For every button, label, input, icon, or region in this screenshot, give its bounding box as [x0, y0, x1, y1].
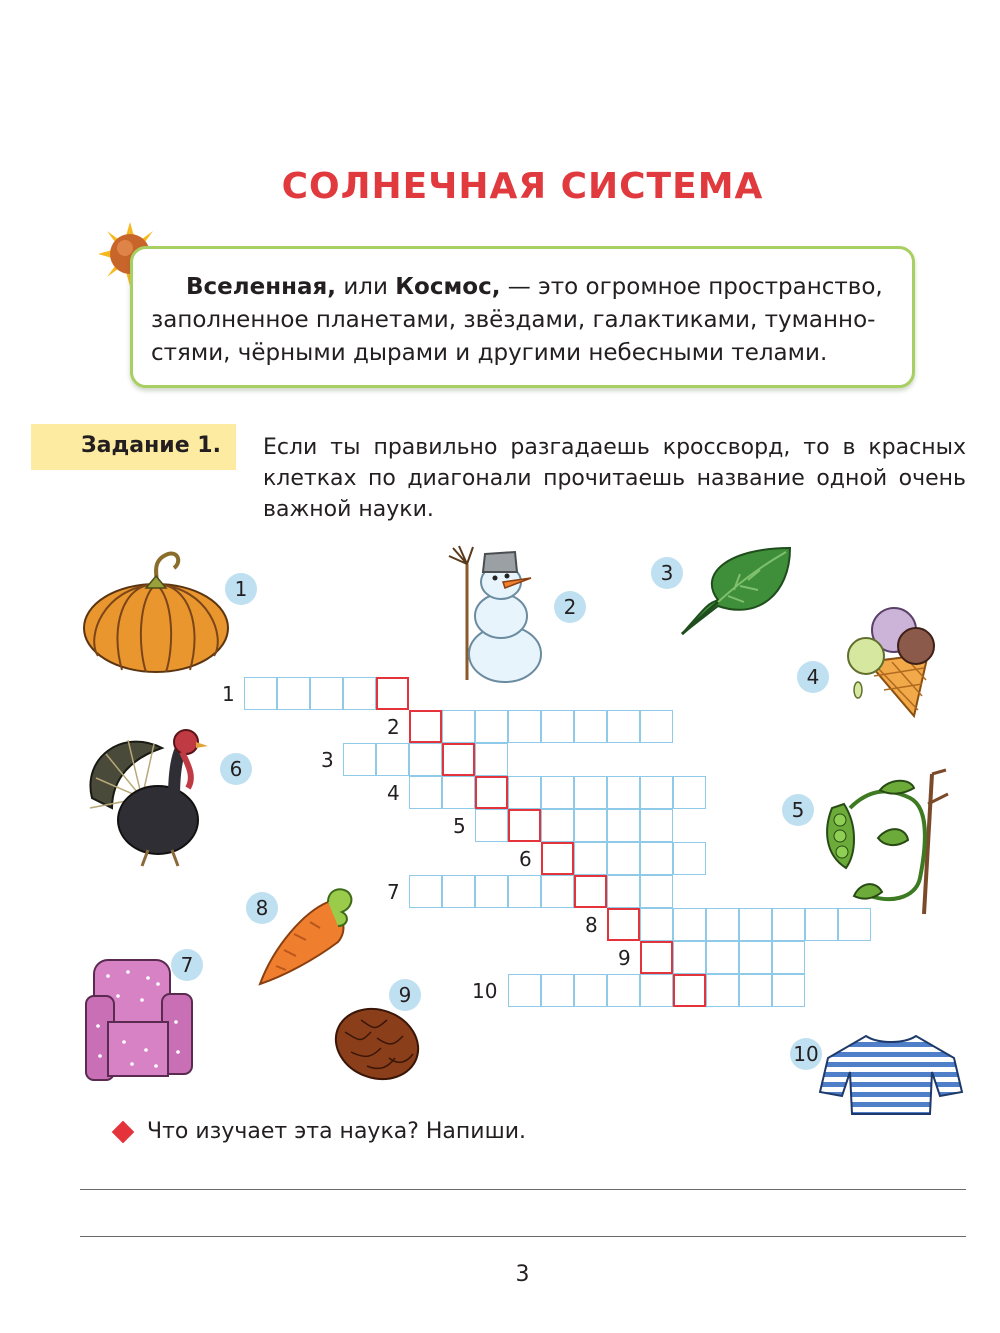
crossword-cell[interactable] — [574, 974, 607, 1007]
crossword-cell[interactable] — [706, 974, 739, 1007]
crossword-cell[interactable] — [640, 974, 673, 1007]
picture-number-1: 1 — [225, 573, 257, 605]
picture-number-5: 5 — [782, 794, 814, 826]
crossword-red-cell[interactable] — [442, 743, 475, 776]
picture-number-7: 7 — [171, 949, 203, 981]
picture-number-4: 4 — [797, 661, 829, 693]
crossword-cell[interactable] — [541, 710, 574, 743]
crossword-cell[interactable] — [673, 776, 706, 809]
crossword-cell[interactable] — [409, 743, 442, 776]
crossword-cell[interactable] — [607, 842, 640, 875]
crossword-cell[interactable] — [343, 677, 376, 710]
crossword-red-cell[interactable] — [607, 908, 640, 941]
crossword-cell[interactable] — [508, 875, 541, 908]
crossword-row-number: 10 — [472, 979, 498, 1003]
picture-number-3: 3 — [651, 557, 683, 589]
carrot-icon — [254, 886, 359, 992]
crossword-cell[interactable] — [739, 974, 772, 1007]
crossword-row-number: 4 — [387, 781, 400, 805]
crossword-cell[interactable] — [739, 908, 772, 941]
crossword-cell[interactable] — [244, 677, 277, 710]
ice-cream-icon — [836, 600, 936, 722]
turkey-icon — [82, 728, 217, 872]
crossword-cell[interactable] — [706, 908, 739, 941]
crossword-red-cell[interactable] — [475, 776, 508, 809]
crossword-cell[interactable] — [376, 743, 409, 776]
crossword-cell[interactable] — [409, 875, 442, 908]
picture-number-8: 8 — [246, 892, 278, 924]
definition-line1-rest: — это огромное пространство, — [500, 274, 883, 300]
crossword-red-cell[interactable] — [673, 974, 706, 1007]
crossword-cell[interactable] — [442, 776, 475, 809]
crossword-cell[interactable] — [541, 974, 574, 1007]
crossword-cell[interactable] — [640, 842, 673, 875]
crossword-cell[interactable] — [673, 941, 706, 974]
crossword-cell[interactable] — [442, 875, 475, 908]
crossword-cell[interactable] — [607, 776, 640, 809]
page-title: СОЛНЕЧНАЯ СИСТЕМА — [281, 166, 764, 207]
crossword-cell[interactable] — [640, 908, 673, 941]
crossword-cell[interactable] — [772, 941, 805, 974]
crossword-red-cell[interactable] — [508, 809, 541, 842]
crossword-cell[interactable] — [574, 710, 607, 743]
crossword-cell[interactable] — [310, 677, 343, 710]
crossword-row-number: 2 — [387, 715, 400, 739]
crossword-cell[interactable] — [706, 941, 739, 974]
crossword-red-cell[interactable] — [409, 710, 442, 743]
crossword-red-cell[interactable] — [541, 842, 574, 875]
crossword-cell[interactable] — [640, 710, 673, 743]
crossword-cell[interactable] — [640, 776, 673, 809]
crossword-cell[interactable] — [508, 776, 541, 809]
crossword-row-number: 9 — [618, 946, 631, 970]
picture-number-2: 2 — [554, 591, 586, 623]
picture-number-9: 9 — [389, 979, 421, 1011]
answer-line-2[interactable] — [80, 1236, 966, 1237]
crossword-red-cell[interactable] — [574, 875, 607, 908]
crossword-cell[interactable] — [541, 776, 574, 809]
crossword-cell[interactable] — [409, 776, 442, 809]
definition-connector: или — [336, 274, 396, 300]
crossword-cell[interactable] — [607, 974, 640, 1007]
crossword-row-number: 8 — [585, 913, 598, 937]
answer-line-1[interactable] — [80, 1189, 966, 1190]
crossword-cell[interactable] — [739, 941, 772, 974]
crossword-cell[interactable] — [442, 710, 475, 743]
crossword-cell[interactable] — [475, 809, 508, 842]
crossword-cell[interactable] — [607, 809, 640, 842]
crossword-cell[interactable] — [640, 875, 673, 908]
picture-number-10: 10 — [790, 1038, 822, 1070]
crossword-cell[interactable] — [772, 908, 805, 941]
crossword-row-number: 5 — [453, 814, 466, 838]
definition-line2: заполненное планетами, звёздами, галактиками, туманно- — [151, 307, 876, 333]
pumpkin-icon — [82, 548, 230, 680]
crossword-cell[interactable] — [541, 809, 574, 842]
crossword-cell[interactable] — [475, 875, 508, 908]
crossword-cell[interactable] — [673, 908, 706, 941]
crossword-row-number: 6 — [519, 847, 532, 871]
crossword-cell[interactable] — [508, 710, 541, 743]
crossword-cell[interactable] — [475, 743, 508, 776]
crossword-cell[interactable] — [574, 776, 607, 809]
pine-cone-icon — [331, 1002, 423, 1088]
crossword-cell[interactable] — [574, 842, 607, 875]
crossword-cell[interactable] — [277, 677, 310, 710]
definition-line3: стями, чёрными дырами и другими небесными телами. — [151, 340, 828, 366]
peas-icon — [820, 768, 960, 920]
crossword-cell[interactable] — [607, 875, 640, 908]
page-number: 3 — [515, 1262, 530, 1287]
snowman-icon — [445, 544, 545, 690]
term-cosmos: Космос, — [395, 274, 501, 300]
crossword-red-cell[interactable] — [640, 941, 673, 974]
crossword-cell[interactable] — [772, 974, 805, 1007]
crossword-cell[interactable] — [343, 743, 376, 776]
crossword-row-number: 3 — [321, 748, 334, 772]
task-label-text: Задание 1. — [81, 433, 221, 458]
crossword-cell[interactable] — [574, 809, 607, 842]
crossword-red-cell[interactable] — [376, 677, 409, 710]
crossword-cell[interactable] — [640, 809, 673, 842]
question-text: Что изучает эта наука? Напиши. — [147, 1119, 527, 1144]
crossword-cell[interactable] — [541, 875, 574, 908]
striped-shirt-icon — [818, 1032, 964, 1120]
picture-number-6: 6 — [220, 753, 252, 785]
crossword-row-number: 7 — [387, 880, 400, 904]
crossword-cell[interactable] — [475, 710, 508, 743]
leaf-icon — [678, 544, 793, 640]
term-universe: Вселенная, — [186, 274, 337, 300]
crossword-cell[interactable] — [508, 974, 541, 1007]
crossword-row-number: 1 — [222, 682, 235, 706]
task-instructions: Если ты правильно разгадаешь кроссворд, то в красных клетках по диагонали прочитаешь название одной очень важной науки. — [263, 435, 966, 522]
crossword-cell[interactable] — [607, 710, 640, 743]
crossword-cell[interactable] — [673, 842, 706, 875]
